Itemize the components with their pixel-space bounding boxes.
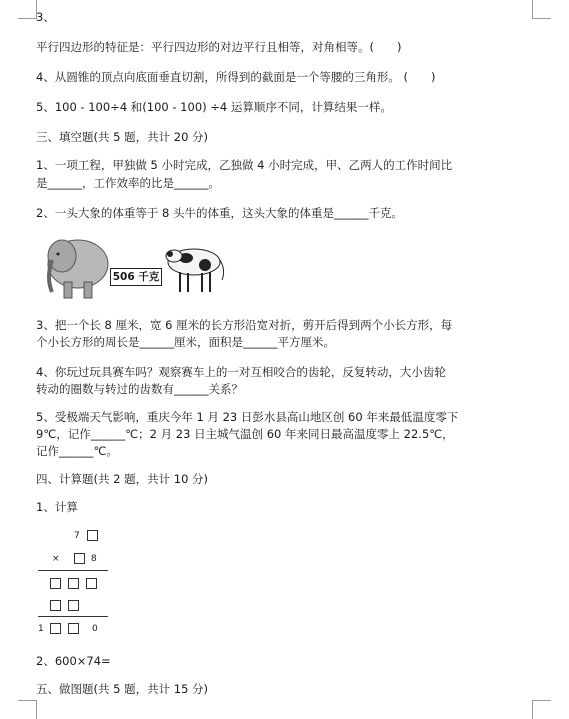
calc-blank-box[interactable] — [86, 578, 97, 589]
judge-question-4: 4、从圆锥的顶点向底面垂直切割，所得到的截面是一个等腰的三角形。 ( ) — [36, 70, 436, 84]
calc-line — [38, 570, 108, 571]
calc-operator: × — [52, 554, 60, 564]
fill-question-5-line2: 9℃，记作______℃；2 月 23 日主城气温创 60 年来同日最高温度零上 22.5℃， — [36, 427, 454, 441]
page-corner-mark — [18, 0, 37, 19]
judge-question-5: 5、100 - 100÷4 和(100 - 100) ÷4 运算顺序不同，计算结果一样。 — [36, 100, 392, 114]
elephant-and-cow-illustration — [40, 230, 230, 302]
fill-question-4-line1: 4、你玩过玩具赛车吗？观察赛车上的一对互相咬合的齿轮，反复转动，大小齿轮 — [36, 365, 446, 379]
fill-question-4-line2: 转动的圈数与转过的齿数有______关系？ — [36, 382, 243, 396]
calc-blank-box[interactable] — [50, 600, 61, 611]
section-heading: 三、填空题(共 5 题，共计 20 分) — [36, 130, 209, 144]
calc-blank-box[interactable] — [50, 623, 61, 634]
calc-blank-box[interactable] — [68, 623, 79, 634]
calc-blank-box[interactable] — [87, 530, 98, 541]
cow-icon — [166, 249, 224, 292]
page-corner-mark — [18, 700, 37, 719]
question-number: 3、 — [36, 10, 55, 24]
fill-question-5-line1: 5、受极端天气影响，重庆今年 1 月 23 日彭水县高山地区创 60 年来最低温度零下 — [36, 410, 459, 424]
fill-question-3-line2: 个小长方形的周长是______厘米，面积是______平方厘米。 — [36, 335, 335, 349]
calc-blank-box[interactable] — [68, 600, 79, 611]
calc-line — [38, 616, 108, 617]
calc-blank-box[interactable] — [68, 578, 79, 589]
calc-blank-box[interactable] — [50, 578, 61, 589]
page-corner-mark — [532, 0, 551, 19]
section-heading: 四、计算题(共 2 题，共计 10 分) — [36, 472, 209, 486]
fill-question-3-line1: 3、把一个长 8 厘米，宽 6 厘米的长方形沿宽对折，剪开后得到两个小长方形，每 — [36, 318, 453, 332]
page-corner-mark — [532, 700, 551, 719]
calc-digit: 8 — [91, 554, 97, 564]
calc-question-1-label: 1、计算 — [36, 500, 78, 514]
calc-question-2: 2、600×74= — [36, 654, 111, 668]
calc-digit: 1 — [38, 624, 44, 634]
calc-digit: 0 — [92, 624, 98, 634]
fill-question-5-line3: 记作______℃。 — [36, 444, 118, 458]
judge-question-3: 平行四边形的特征是：平行四边形的对边平行且相等，对角相等。( ) — [36, 40, 402, 54]
calc-digit: 7 — [74, 531, 80, 541]
calc-blank-box[interactable] — [74, 553, 85, 564]
weight-label-box: 506 千克 — [110, 268, 162, 286]
elephant-icon — [40, 230, 230, 302]
fill-question-1-line2: 是______，工作效率的比是______。 — [36, 176, 220, 190]
section-heading: 五、做图题(共 5 题，共计 15 分) — [36, 682, 209, 696]
vertical-multiplication — [30, 528, 120, 638]
fill-question-2: 2、一头大象的体重等于 8 头牛的体重，这头大象的体重是______千克。 — [36, 206, 403, 220]
fill-question-1-line1: 1、一项工程，甲独做 5 小时完成，乙独做 4 小时完成，甲、乙两人的工作时间比 — [36, 158, 453, 172]
